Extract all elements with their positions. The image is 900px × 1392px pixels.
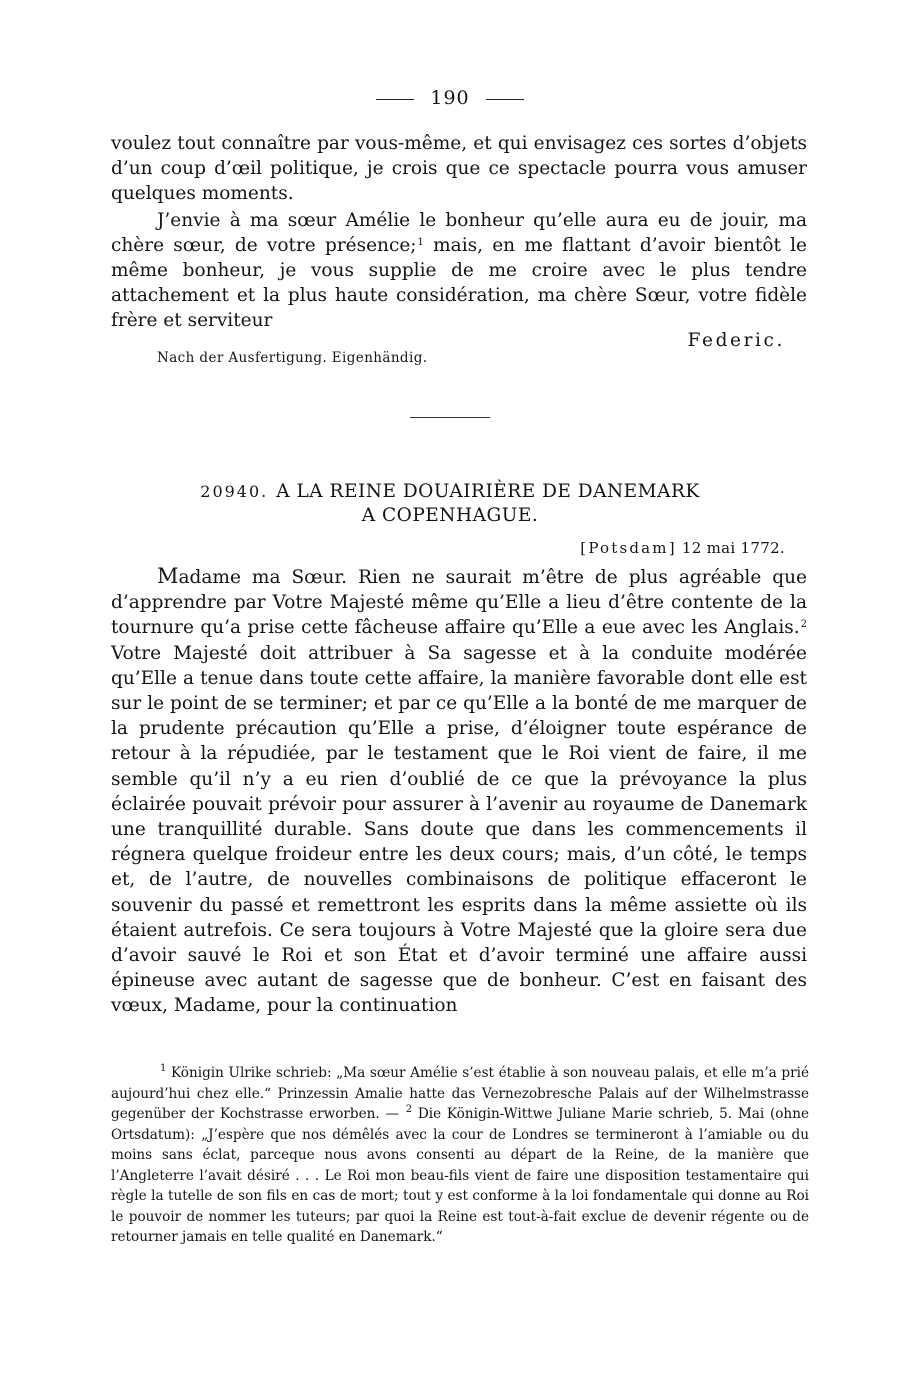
letter-heading-line-2: A COPENHAGUE. [361, 505, 539, 526]
source-note: Nach der Ausfertigung. Eigenhändig. [157, 350, 428, 366]
signature: Federic. [687, 330, 785, 351]
page-number-dash-right [486, 99, 524, 100]
footnote-marker-2: 2 [405, 1104, 413, 1115]
letter-place: [Potsdam] [580, 539, 677, 557]
previous-letter-paragraph-1: voulez tout connaître par vous-même, et qui envisagez ces sortes d’objets d’un coup d’œil politique, je crois que ce spectacle pourra vous amuser quelques moments. [111, 133, 807, 205]
section-divider [410, 417, 490, 418]
salutation: adame ma Sœur. [178, 567, 348, 588]
letter-recipient: A LA REINE DOUAIRIÈRE DE DANEMARK [276, 481, 700, 502]
salutation-initial: M [157, 564, 179, 588]
previous-letter-paragraph-2-part-1: J’envie à ma sœur Amélie le bonheur qu’elle aura eu de jouir, ma chère sœur, de votre présence; [111, 209, 807, 256]
footnotes [111, 1063, 809, 1248]
letter-dateline [580, 537, 785, 559]
previous-letter-paragraph-2-part-2: mais, en me flattant d’avoir bientôt le même bonheur, je vous supplie de me croire avec le plus tendre attachement et la plus haute considération, ma chère Sœur, votre fidèle frère et serviteur [111, 234, 807, 332]
letter-body-part-1: Rien ne saurait m’être de plus agréable que d’apprendre par Votre Majesté même qu’Elle a lieu d’être contente de la tournure qu’a prise cette fâcheuse affaire qu’Elle a eue avec les Anglais. [111, 567, 807, 639]
footnote-reference-1: 1 [417, 236, 424, 248]
footnote-marker-1: 1 [160, 1063, 167, 1074]
footnote-reference-2: 2 [800, 619, 807, 631]
page-number-text: 190 [430, 87, 470, 109]
page-number-dash-left [376, 99, 414, 100]
footnote-text-1: Königin Ulrike schrieb: „Ma sœur Amélie s’est établie à son nouveau palais, et elle m’a prié aujourd’hui chez elle.“ Prinzessin Amalie hatte das Vernezobresche Palais auf der Wilhelmstrasse gegenüber der Kochstrasse erworben. — [111, 1065, 809, 1122]
letter-date: 12 mai 1772. [681, 539, 785, 557]
page-number [0, 86, 900, 110]
previous-letter-text [111, 131, 807, 334]
letter-heading [0, 480, 900, 528]
letter-number: 20940. [200, 482, 269, 501]
letter-body-part-2: Votre Majesté doit attribuer à Sa sagesse et à la conduite modérée qu’Elle a tenue dans toute cette affaire, la manière favorable dont elle est sur le point de se terminer; et par ce qu’Elle a la bonté de me marquer de la prudente précaution qu’Elle a prise, d’éloigner toute espérance de retour à la répudiée, par le testament que le Roi vient de faire, il me semble qu’il n’y a eu rien d’oublié de ce que la prévoyance la plus éclairée pouvait prévoir pour assurer à l’avenir au royaume de Danemark une tranquillité durable. Sans doute que dans les commencements il régnera quelque froideur entre les deux cours; mais, d’un côté, le temps et, de l’autre, de nouvelles combinaisons de politique effaceront le souvenir du passé et remettront les esprits dans la même assiette où ils étaient autrefois. Ce sera toujours à Votre Majesté que la gloire sera due d’avoir sauvé le Roi et son État et d’avoir terminé une affaire aussi épineuse avec autant de sagesse que de bonheur. C’est en faisant des vœux, Madame, pour la continuation [111, 642, 807, 1017]
letter-body-paragraph [111, 564, 807, 1019]
footnotes-paragraph [111, 1063, 809, 1248]
letter-body [111, 564, 807, 1019]
footnote-text-2: Die Königin-Wittwe Juliane Marie schrieb, 5. Mai (ohne Ortsdatum): „J’espère que nos démêlés avec la cour de Londres se termineront à l’amiable ou du moins sans éclat, parceque nous avons consenti au départ de la Reine, de la manière que l’Angleterre l’avait désiré . . . Le Roi mon beau-fils vient de faire une disposition testamentaire qui règle la tutelle de son fils en cas de mort; tout y est conforme à la loi fondamentale qui donne au Roi le pouvoir de nommer les tuteurs; par quoi la Reine est tout-à-fait exclue de devenir régente ou de retourner jamais en telle qualité en Danemark.“ [111, 1106, 809, 1245]
previous-letter-paragraph-2 [111, 208, 807, 334]
letter-heading-line-1 [0, 480, 900, 504]
